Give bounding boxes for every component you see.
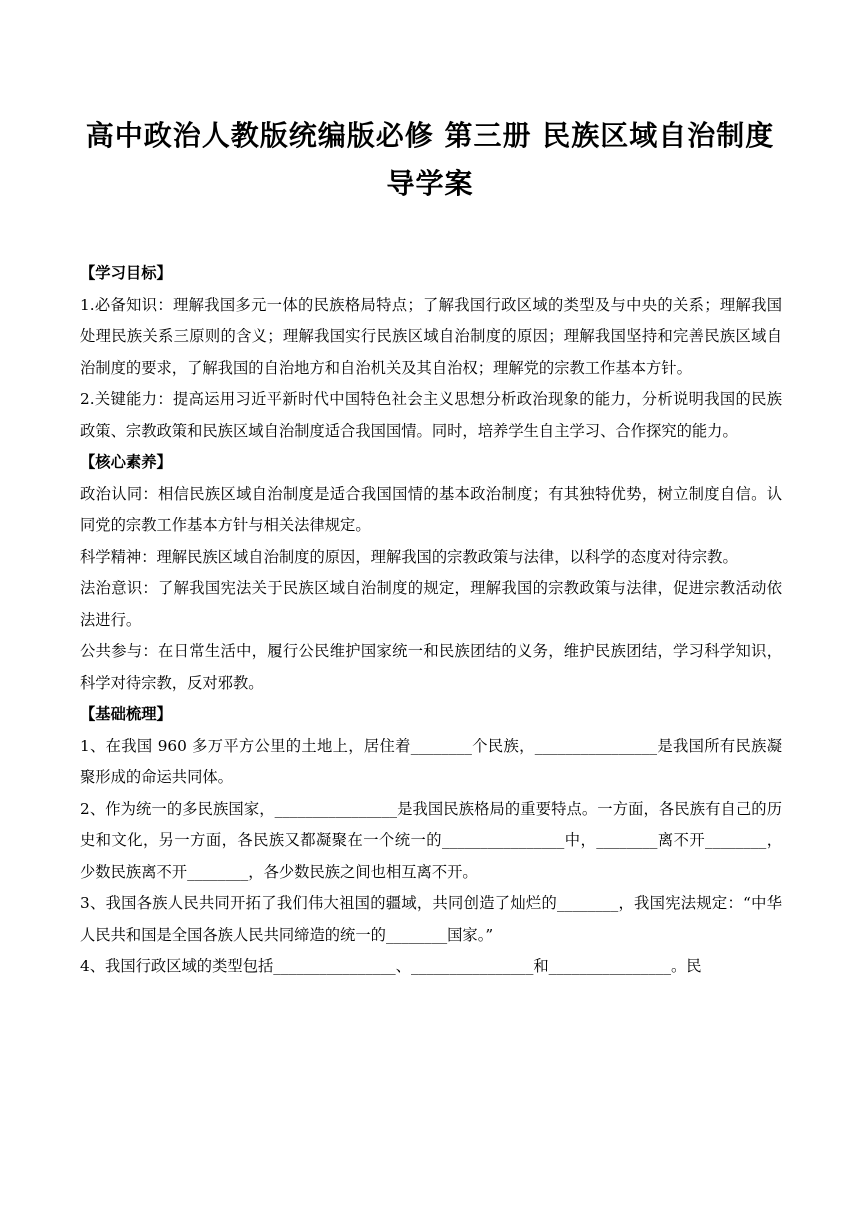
question-2: 2、作为统一的多民族国家，________________是我国民族格局的重要特点。一方面，各民族有自己的历史和文化，另一方面，各民族又都凝聚在一个统一的________________中，________离不开________，少数民族离不开________，各少数民族之间也相互离不开。	[80, 799, 782, 881]
question-4: 4、我国行政区域的类型包括________________、________________和________________。民	[80, 957, 702, 975]
document-title	[60, 112, 800, 208]
paragraph-rule-of-law: 法治意识：了解我国宪法关于民族区域自治制度的规定，理解我国的宗教政策与法律，促进宗教活动依法进行。	[80, 579, 782, 629]
paragraph-political-identity: 政治认同：相信民族区域自治制度是适合我国国情的基本政治制度；有其独特优势，树立制度自信。认同党的宗教工作基本方针与相关法律规定。	[80, 484, 782, 534]
paragraph-key-abilities: 2.关键能力：提高运用习近平新时代中国特色社会主义思想分析政治现象的能力，分析说明我国的民族政策、宗教政策和民族区域自治制度适合我国国情。同时，培养学生自主学习、合作探究的能力。	[80, 390, 782, 440]
title-line-2: 导学案	[386, 167, 474, 200]
paragraph-public-participation: 公共参与：在日常生活中，履行公民维护国家统一和民族团结的义务，维护民族团结，学习科学知识，科学对待宗教，反对邪教。	[80, 642, 782, 692]
question-3: 3、我国各族人民共同开拓了我们伟大祖国的疆域，共同创造了灿烂的________，我国宪法规定：“中华人民共和国是全国各族人民共同缔造的统一的________国家。”	[80, 894, 782, 944]
section-heading-learning-goals: 【学习目标】	[80, 264, 172, 282]
paragraph-scientific-spirit: 科学精神：理解民族区域自治制度的原因，理解我国的宗教政策与法律，以科学的态度对待宗教。	[80, 547, 738, 566]
section-heading-core-literacy: 【核心素养】	[80, 453, 172, 471]
section-heading-basic-review: 【基础梳理】	[80, 705, 172, 723]
title-line-1: 高中政治人教版统编版必修 第三册 民族区域自治制度	[85, 119, 775, 152]
document-body	[80, 258, 782, 983]
question-1: 1、在我国 960 多万平方公里的土地上，居住着________个民族，________________是我国所有民族凝聚形成的命运共同体。	[80, 736, 782, 786]
paragraph-essential-knowledge: 1.必备知识：理解我国多元一体的民族格局特点；了解我国行政区域的类型及与中央的关系；理解我国处理民族关系三原则的含义；理解我国实行民族区域自治制度的原因；理解我国坚持和完善民族区域自治制度的要求，了解我国的自治地方和自治机关及其自治权；理解党的宗教工作基本方针。	[80, 295, 782, 377]
